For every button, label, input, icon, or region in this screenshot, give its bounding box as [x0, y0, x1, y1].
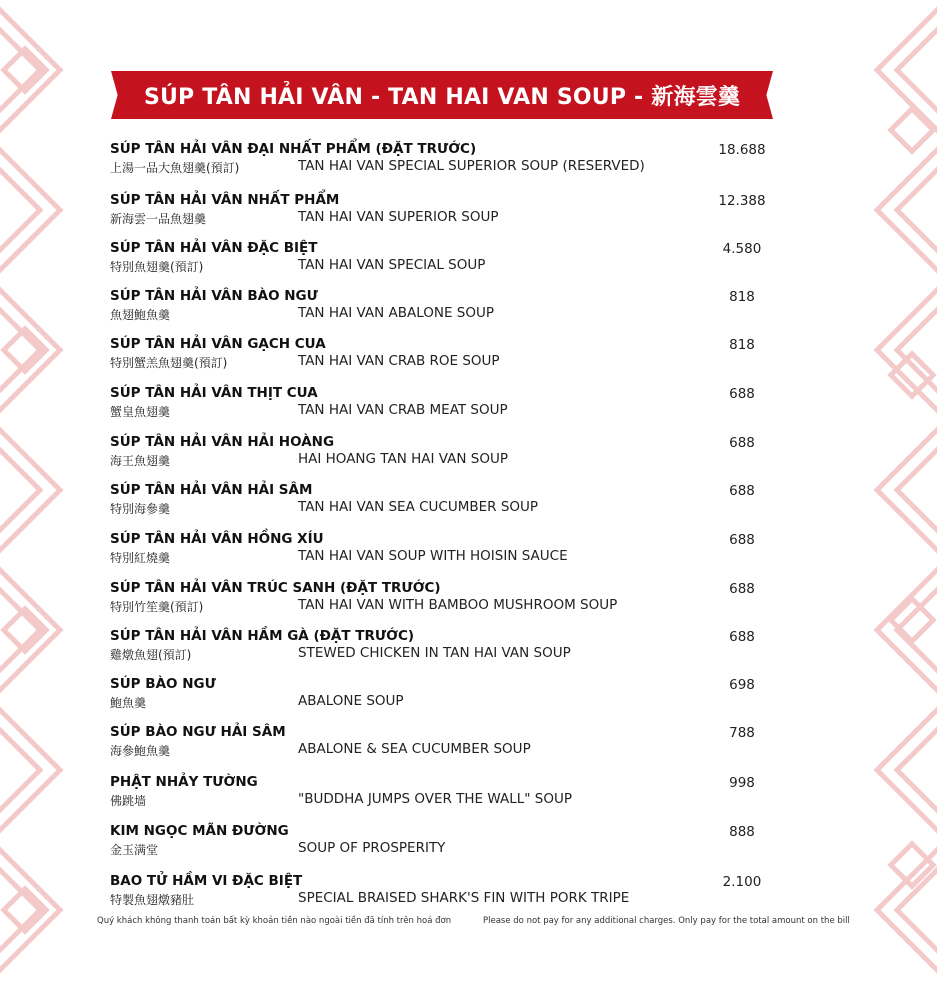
item-name-vietnamese: SÚP TÂN HẢI VÂN HẢI SÂM	[110, 482, 313, 498]
item-name-chinese: 新海雲一品魚翅羹	[110, 212, 207, 226]
menu-item	[110, 774, 772, 814]
item-name-vietnamese: SÚP TÂN HẢI VÂN THỊT CUA	[110, 385, 318, 401]
item-name-chinese: 特製魚翅燉豬肚	[110, 893, 195, 907]
item-name-english: TAN HAI VAN WITH BAMBOO MUSHROOM SOUP	[298, 597, 618, 613]
item-name-chinese: 上湯一品大魚翅羹(預訂)	[110, 161, 240, 175]
item-name-english: HAI HOANG TAN HAI VAN SOUP	[298, 451, 508, 467]
item-name-english: STEWED CHICKEN IN TAN HAI VAN SOUP	[298, 645, 571, 661]
item-name-english: TAN HAI VAN SPECIAL SUPERIOR SOUP (RESERVED)	[298, 158, 645, 174]
item-name-english: TAN HAI VAN SEA CUCUMBER SOUP	[298, 499, 539, 515]
item-name-chinese: 佛跳墙	[110, 794, 147, 808]
item-name-english: ABALONE SOUP	[298, 693, 404, 709]
item-name-english: SOUP OF PROSPERITY	[298, 840, 446, 856]
footer-note-vietnamese: Quý khách không thanh toán bất kỳ khoản tiền nào ngoài tiền đã tính trên hoá đơn	[97, 916, 452, 926]
item-name-vietnamese: SÚP TÂN HẢI VÂN HỒNG XÍU	[110, 531, 324, 547]
item-name-english: "BUDDHA JUMPS OVER THE WALL" SOUP	[298, 791, 572, 807]
item-name-english: TAN HAI VAN SOUP WITH HOISIN SAUCE	[298, 548, 568, 564]
menu-item	[110, 873, 772, 913]
item-name-chinese: 金玉满堂	[110, 843, 159, 857]
item-price: 818	[729, 337, 755, 353]
item-name-vietnamese: SÚP BÀO NGƯ	[110, 676, 216, 692]
item-name-vietnamese: SÚP TÂN HẢI VÂN HẢI HOÀNG	[110, 434, 335, 450]
item-name-chinese: 蟹皇魚翅羹	[110, 405, 171, 419]
item-price: 12.388	[718, 193, 766, 209]
item-name-vietnamese: BAO TỬ HẦM VI ĐẶC BIỆT	[110, 873, 303, 889]
item-price: 4.580	[722, 241, 762, 257]
item-price: 888	[729, 824, 755, 840]
item-name-vietnamese: SÚP TÂN HẢI VÂN BÀO NGƯ	[110, 288, 318, 304]
menu-item	[110, 531, 772, 571]
item-name-chinese: 海參鮑魚羹	[110, 744, 171, 758]
menu-item	[110, 336, 772, 376]
item-name-chinese: 海王魚翅羹	[110, 454, 171, 468]
item-price: 688	[729, 386, 755, 402]
item-name-chinese: 特別海參羹	[110, 502, 171, 516]
item-price: 788	[729, 725, 755, 741]
footer-note-english: Please do not pay for any additional charges. Only pay for the total amount on the bill	[483, 916, 850, 926]
item-name-vietnamese: SÚP TÂN HẢI VÂN TRÚC SANH (ĐẶT TRƯỚC)	[110, 580, 441, 596]
item-name-chinese: 雞燉魚翅(預訂)	[110, 648, 192, 662]
left-border-pattern	[0, 0, 90, 1000]
item-name-english: ABALONE & SEA CUCUMBER SOUP	[298, 741, 531, 757]
item-name-vietnamese: SÚP TÂN HẢI VÂN ĐẠI NHẤT PHẨM (ĐẶT TRƯỚC)	[110, 141, 477, 157]
menu-item	[110, 823, 772, 863]
item-name-vietnamese: SÚP TÂN HẢI VÂN ĐẶC BIỆT	[110, 240, 318, 256]
item-name-chinese: 魚翅鮑魚羹	[110, 308, 171, 322]
item-name-vietnamese: SÚP TÂN HẢI VÂN GẠCH CUA	[110, 336, 326, 352]
item-name-vietnamese: SÚP BÀO NGƯ HẢI SÂM	[110, 724, 286, 740]
item-name-english: SPECIAL BRAISED SHARK'S FIN WITH PORK TRIPE	[298, 890, 630, 906]
item-price: 688	[729, 629, 755, 645]
menu-item	[110, 724, 772, 764]
item-price: 698	[729, 677, 755, 693]
item-name-vietnamese: KIM NGỌC MÃN ĐƯỜNG	[110, 823, 289, 839]
item-name-english: TAN HAI VAN CRAB MEAT SOUP	[298, 402, 508, 418]
menu-item	[110, 580, 772, 620]
menu-item	[110, 385, 772, 425]
item-price: 18.688	[718, 142, 766, 158]
menu-item	[110, 288, 772, 328]
item-name-vietnamese: SÚP TÂN HẢI VÂN HẦM GÀ (ĐẶT TRƯỚC)	[110, 628, 415, 644]
item-price: 688	[729, 581, 755, 597]
item-name-chinese: 特別蟹羔魚翅羹(預訂)	[110, 356, 228, 370]
item-name-chinese: 特別魚翅羹(預訂)	[110, 260, 204, 274]
item-price: 998	[729, 775, 755, 791]
page-title: SÚP TÂN HẢI VÂN - TAN HAI VAN SOUP - 新海雲羹	[143, 84, 741, 110]
menu-item	[110, 240, 772, 280]
menu-item	[110, 676, 772, 716]
item-name-english: TAN HAI VAN SUPERIOR SOUP	[298, 209, 499, 225]
item-name-english: TAN HAI VAN ABALONE SOUP	[298, 305, 495, 321]
item-name-vietnamese: PHẬT NHẢY TƯỜNG	[110, 774, 258, 790]
item-price: 688	[729, 435, 755, 451]
right-border-pattern	[847, 0, 937, 1000]
item-name-vietnamese: SÚP TÂN HẢI VÂN NHẤT PHẨM	[110, 192, 340, 208]
item-name-chinese: 特別紅燒羹	[110, 551, 171, 565]
item-name-english: TAN HAI VAN CRAB ROE SOUP	[298, 353, 500, 369]
menu-item	[110, 192, 772, 232]
item-price: 818	[729, 289, 755, 305]
menu-item	[110, 141, 772, 181]
item-name-chinese: 鮑魚羹	[110, 696, 147, 710]
item-price: 688	[729, 532, 755, 548]
menu-item	[110, 434, 772, 474]
menu-item	[110, 482, 772, 522]
item-name-english: TAN HAI VAN SPECIAL SOUP	[298, 257, 486, 273]
item-price: 2.100	[722, 874, 762, 890]
menu-item	[110, 628, 772, 668]
item-price: 688	[729, 483, 755, 499]
item-name-chinese: 特別竹笙羹(預訂)	[110, 600, 204, 614]
